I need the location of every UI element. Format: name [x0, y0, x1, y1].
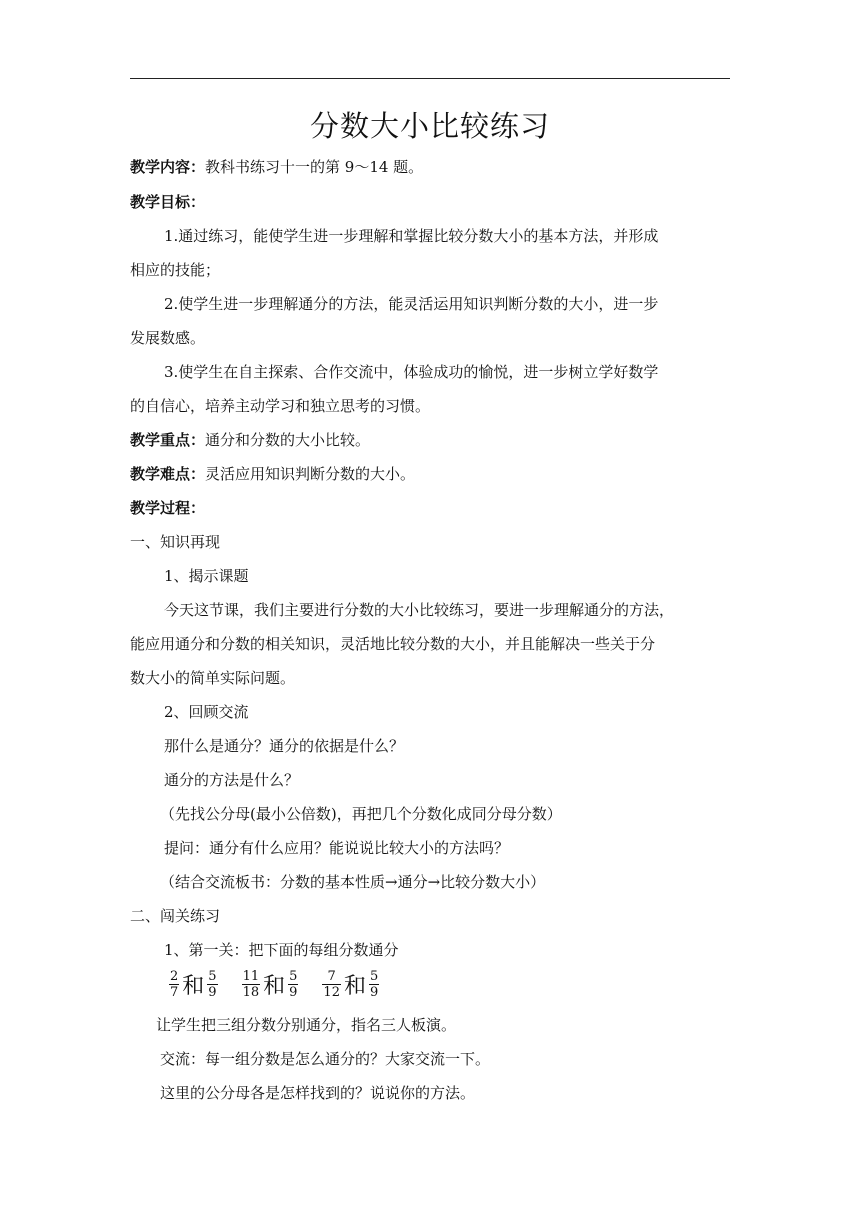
goal-1-line-1: 1.通过练习，能使学生进一步理解和掌握比较分数大小的基本方法，并形成	[164, 227, 659, 245]
section-1-para-line-2: 能应用通分和分数的相关知识，灵活地比较分数的大小，并且能解决一些关于分	[130, 635, 656, 653]
key-point-text: 通分和分数的大小比较。	[205, 431, 371, 449]
content-line	[130, 157, 423, 177]
fraction	[242, 970, 261, 999]
content-label: 教学内容：	[130, 158, 206, 176]
goal-1-line-2: 相应的技能；	[130, 261, 221, 279]
header-rule	[130, 78, 730, 79]
denominator: 12	[323, 984, 340, 1000]
key-point-label: 教学重点：	[130, 431, 206, 449]
numerator: 2	[170, 968, 179, 984]
goal-2-line-2: 发展数感。	[130, 329, 206, 347]
fraction	[207, 970, 217, 999]
section-1-para-line-3: 数大小的简单实际问题。	[130, 669, 296, 687]
fraction-pairs	[168, 964, 380, 1004]
difficulty-text: 灵活应用知识判断分数的大小。	[205, 465, 416, 483]
denominator: 9	[369, 984, 379, 1000]
connector-he: 和	[263, 973, 286, 999]
goal-2-line-1: 2.使学生进一步理解通分的方法，能灵活运用知识判断分数的大小，进一步	[164, 295, 659, 313]
numerator: 11	[242, 968, 260, 984]
connector-he: 和	[343, 973, 366, 999]
activity-line-3: 这里的公分母各是怎样找到的？说说你的方法。	[160, 1084, 476, 1102]
fraction	[369, 970, 379, 999]
difficulty-line	[130, 464, 415, 484]
question-2: 通分的方法是什么？	[164, 771, 300, 789]
section-1-para-line-1: 今天这节课，我们主要进行分数的大小比较练习，要进一步理解通分的方法，	[164, 601, 675, 619]
fraction	[288, 970, 298, 999]
denominator: 7	[170, 984, 179, 1000]
document-title: 分数大小比较练习	[309, 109, 550, 143]
numerator: 5	[369, 968, 379, 984]
key-point-line	[130, 430, 370, 450]
question-1: 那什么是通分？通分的依据是什么？	[164, 737, 405, 755]
question-3: 提问：通分有什么应用？能说说比较大小的方法吗？	[164, 839, 510, 857]
section-1-sub-1: 1、揭示课题	[164, 567, 249, 585]
fraction	[169, 970, 179, 999]
numerator: 5	[289, 968, 298, 984]
answer-3: （结合交流板书：分数的基本性质→通分→比较分数大小）	[160, 873, 546, 891]
denominator: 9	[208, 984, 217, 1000]
level-1-instruction: 1、第一关：把下面的每组分数通分	[164, 941, 399, 959]
activity-line-1: 让学生把三组分数分别通分，指名三人板演。	[156, 1016, 457, 1034]
denominator: 9	[289, 984, 298, 1000]
activity-line-2: 交流：每一组分数是怎么通分的？大家交流一下。	[160, 1050, 491, 1068]
difficulty-label: 教学难点：	[130, 465, 206, 483]
goal-3-line-2: 的自信心，培养主动学习和独立思考的习惯。	[130, 397, 431, 415]
goal-3-line-1: 3.使学生在自主探索、合作交流中，体验成功的愉悦，进一步树立学好数学	[164, 363, 659, 381]
goals-label: 教学目标：	[130, 193, 206, 211]
section-2-heading: 二、闯关练习	[130, 907, 221, 925]
section-1-sub-2: 2、回顾交流	[164, 703, 249, 721]
numerator: 5	[208, 968, 217, 984]
section-1-heading: 一、知识再现	[130, 533, 221, 551]
connector-he: 和	[182, 973, 205, 999]
content-text: 教科书练习十一的第 9～14 题。	[205, 158, 424, 176]
process-label: 教学过程：	[130, 499, 206, 517]
denominator: 18	[242, 984, 260, 1000]
answer-2: （先找公分母(最小公倍数)，再把几个分数化成同分母分数）	[160, 805, 562, 823]
numerator: 7	[327, 968, 336, 984]
fraction	[322, 970, 341, 999]
